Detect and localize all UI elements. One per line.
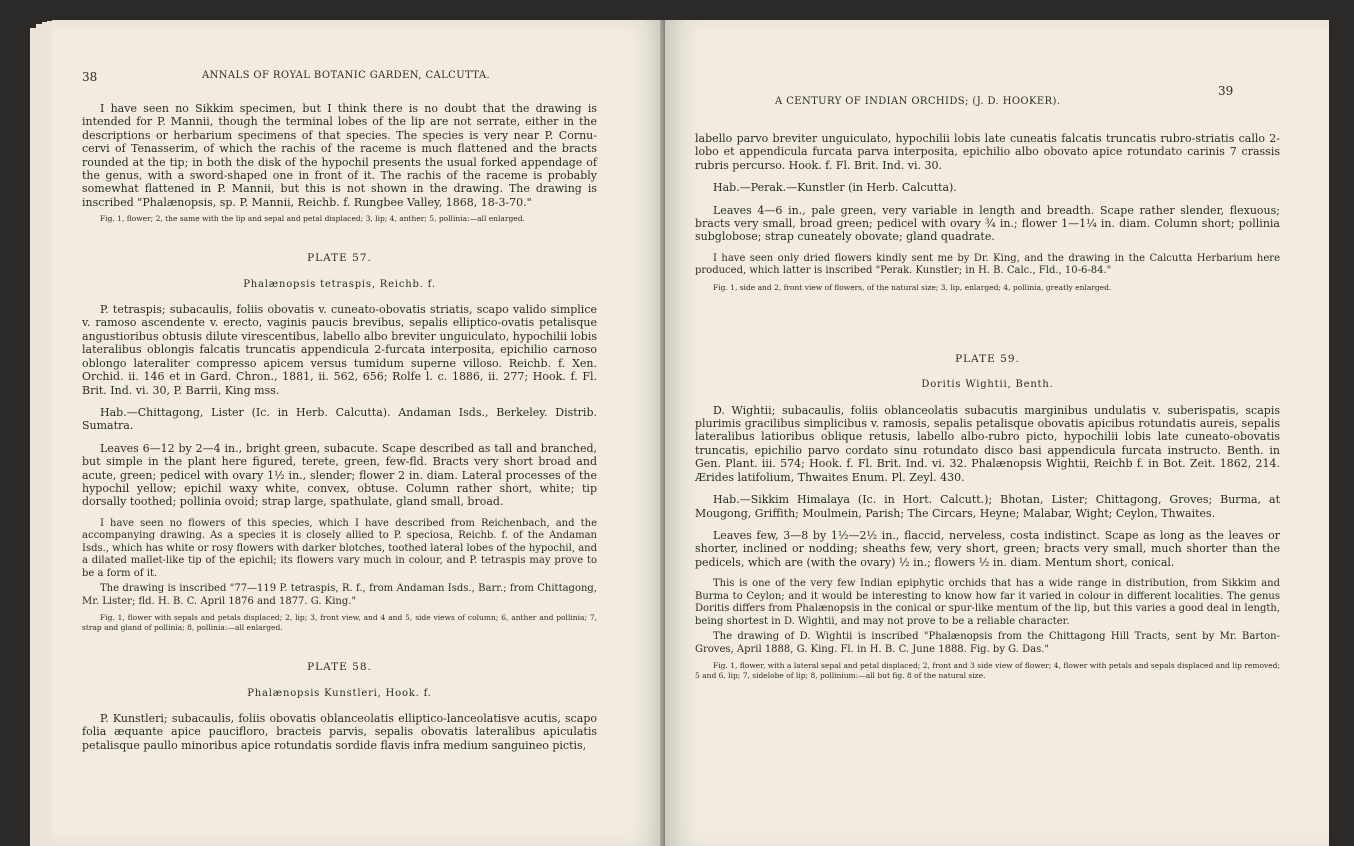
plate-59-species: Doritis Wightii, Benth.	[921, 379, 1054, 391]
plate-57-habitat: Hab.—Chittagong, Lister (Ic. in Herb. Calcutta). Andaman Isds., Berkeley. Distrib. Sumatra.	[82, 405, 597, 433]
plate-58-title: PLATE 58.	[307, 661, 372, 674]
running-head-left: ANNALS OF ROYAL BOTANIC GARDEN, CALCUTTA.	[202, 70, 491, 81]
plate-59-figure-caption: Fig. 1, flower, with a lateral sepal and petal displaced; 2, front and 3 side view of flower; 4, flower with petals and sepals displaced and lip removed; 5 and 6, lip; 7, sidelobe of lip; 8, pollinium:—all but fig. 8 of the natural size.	[695, 661, 1280, 681]
plate-58-description: Leaves 4—6 in., pale green, very variable in length and breadth. Scape rather slender, flexuous; bracts very small, broad green; pedicel with ovary ¾ in.; flower 1—1¼ in. diam. Column short; pollinia subglobose; strap cuneately obovate; gland quadrate.	[695, 203, 1280, 244]
plate-57-figure-caption: Fig. 1, flower with sepals and petals displaced; 2, lip; 3, front view, and 4 and 5, side views of column; 6, anther and pollinia; 7, strap and gland of pollinia; 8, pollinia:—all enlarged.	[82, 613, 597, 633]
running-head-right: A CENTURY OF INDIAN ORCHIDS; (J. D. HOOKER).	[775, 96, 1061, 107]
plate-58-figure-caption: Fig. 1, side and 2, front view of flowers, of the natural size; 3, lip, enlarged; 4, pollinia, greatly enlarged.	[713, 282, 1112, 292]
plate-57-description: Leaves 6—12 by 2—4 in., bright green, subacute. Scape described as tall and branched, but simple in the plant here figured, terete, green, few-fld. Bracts very short broad and acute, green; pedicel with ovary 1½ in., slender; flower 2 in. diam. Lateral processes of the hypochil yellow; epichil waxy white, convex, obtuse. Column rather short, white; tip dorsally toothed; pollinia ovoid; strap large, spathulate, gland small, broad.	[82, 441, 597, 509]
page-number-left: 38	[82, 70, 98, 84]
plate-58-latin: P. Kunstleri; subacaulis, foliis obovatis oblanceolatis elliptico-lanceolatisve acutis, scapo folia æquante apice paucifloro, bracteis parvis, sepalis obovatis lateralibus apiculatis petalisque paullo minoribus apice rotundatis sordide flavis infra medium sanguineo pictis,	[82, 712, 597, 752]
plate-59-latin: D. Wightii; subacaulis, foliis oblanceolatis subacutis marginibus undulatis v. suberispatis, scapis plurimis gracilibus simplicibus v. ramosis, sepalis petalisque obovatis apicibus rotundatis aureis, sepalis lateralibus latioribus oblique retusis, labello albo-rubro picto, hypochilii lobis late cuneato-obovatis truncatis, epichilio parvo cordato sinu rotundato disco basi appendicula furcata instructo. Benth. in Gen. Plant. iii. 574; Hook. f. Fl. Brit. Ind. vi. 32. Phalænopsis Wightii, Reichb f. in Bot. Zeit. 1862, 214. Ærides latifolium, Thwaites Enum. Pl. Zeyl. 430.	[695, 403, 1280, 484]
right-content	[695, 132, 1280, 687]
plate-59-habitat: Hab.—Sikkim Himalaya (Ic. in Hort. Calcutt.); Bhotan, Lister; Chittagong, Groves; Burma, at Mougong, Griffith; Moulmein, Parish; The Circars, Heyne; Malabar, Wight; Ceylon, Thwaites.	[695, 493, 1280, 520]
intro-figure-caption: Fig. 1, flower; 2, the same with the lip and sepal and petal displaced; 3, lip; 4, anther; 5, pollinia:—all enlarged.	[100, 214, 525, 224]
page-number-right: 39	[1218, 84, 1234, 98]
plate-58-continuation: labello parvo breviter unguiculato, hypochilii lobis late cuneatis falcatis truncatis rubro-striatis callo 2-lobo et appendicula furcata parva interposita, epichilio albo obovato apice rotundato carinis 7 crassis rubris percurso. Hook. f. Fl. Brit. Ind. vi. 30.	[695, 132, 1280, 172]
plate-58-species: Phalænopsis Kunstleri, Hook. f.	[247, 687, 432, 699]
right-page	[665, 20, 1329, 846]
plate-59-title: PLATE 59.	[955, 352, 1020, 365]
plate-57-title: PLATE 57.	[307, 252, 372, 265]
intro-paragraph: I have seen no Sikkim specimen, but I think there is no doubt that the drawing is intended for P. Mannii, though the terminal lobes of the lip are not serrate, either in the descriptions or herbarium specimens of that species. The species is very near P. Cornu-cervi of Tenasserim, of which the rachis of the raceme is much flattened and the bracts rounded at the tip; in both the disk of the hypochil presents the usual forked appendage of the genus, with a sword-shaped one in front of it. The rachis of the raceme is probably somewhat flattened in P. Mannii, but this is not shown in the drawing. The drawing is inscribed "Phalænopsis, sp. P. Mannii, Reichb. f. Rungbee Valley, 1868, 18-3-70."	[82, 102, 597, 209]
plate-58-remarks: I have seen only dried flowers kindly sent me by Dr. King, and the drawing in the Calcutta Herbarium here produced, which latter is inscribed "Perak. Kunstler; in H. B. Calc., Fld., 10-6-84."	[695, 252, 1280, 277]
plate-59-inscription: The drawing of D. Wightii is inscribed "Phalænopsis from the Chittagong Hill Tracts, sent by Mr. Barton-Groves, April 1888, G. King. Fl. in H. B. C. June 1888. Fig. by G. Das."	[695, 631, 1280, 655]
plate-59-description: Leaves few, 3—8 by 1½—2½ in., flaccid, nerveless, costa indistinct. Scape as long as the leaves or shorter, inclined or nodding; sheaths few, very short, green; bracts very small, much shorter than the pedicels, which are (with the ovary) ½ in.; flowers ½ in. diam. Mentum short, conical.	[695, 528, 1280, 569]
plate-58-habitat: Hab.—Perak.—Kunstler (in Herb. Calcutta).	[713, 181, 957, 195]
plate-57-latin: P. tetraspis; subacaulis, foliis obovatis v. cuneato-obovatis striatis, scapo valido simplice v. ramoso ascendente v. erecto, vaginis paucis brevibus, sepalis elliptico-ovatis petalisque angustioribus obtusis dilute virescentibus, labello albo breviter unguiculato, hypochilii lobis lateralibus oblongis falcatis truncatis appendicula 2-furcata interposita, epichilio carnoso oblongo lateraliter compresso apicem versus tumidum superne villoso. Reichb. f. Xen. Orchid. ii. 146 et in Gard. Chron., 1881, ii. 562, 656; Rolfe l. c. 1886, ii. 277; Hook. f. Fl. Brit. Ind. vi. 30, P. Barrii, King mss.	[82, 303, 597, 397]
plate-59-remarks: This is one of the very few Indian epiphytic orchids that has a wide range in distribution, from Sikkim and Burma to Ceylon; and it would be interesting to know how far it varied in colour in different localities. The genus Doritis differs from Phalænopsis in the conical or spur-like mentum of the lip, but this varies a good deal in length, being shortest in D. Wightii, and may not prove to be a reliable character.	[695, 578, 1280, 627]
plate-57-inscription: The drawing is inscribed "77—119 P. tetraspis, R. f., from Andaman Isds., Barr.; from Chittagong, Mr. Lister; fld. H. B. C. April 1876 and 1877. G. King."	[82, 583, 597, 607]
plate-57-species: Phalænopsis tetraspis, Reichb. f.	[243, 278, 436, 290]
plate-57-remarks: I have seen no flowers of this species, which I have described from Reichenbach, and the accompanying drawing. As a species it is closely allied to P. speciosa, Reichb. f. of the Andaman Isds., which has white or rosy flowers with darker blotches, toothed lateral lobes of the hypochil, and a dilated mallet-like tip of the epichil; its flowers vary much in colour, and P. tetraspis may prove to be a form of it.	[82, 517, 597, 579]
left-content	[82, 102, 597, 755]
left-page	[52, 20, 665, 846]
